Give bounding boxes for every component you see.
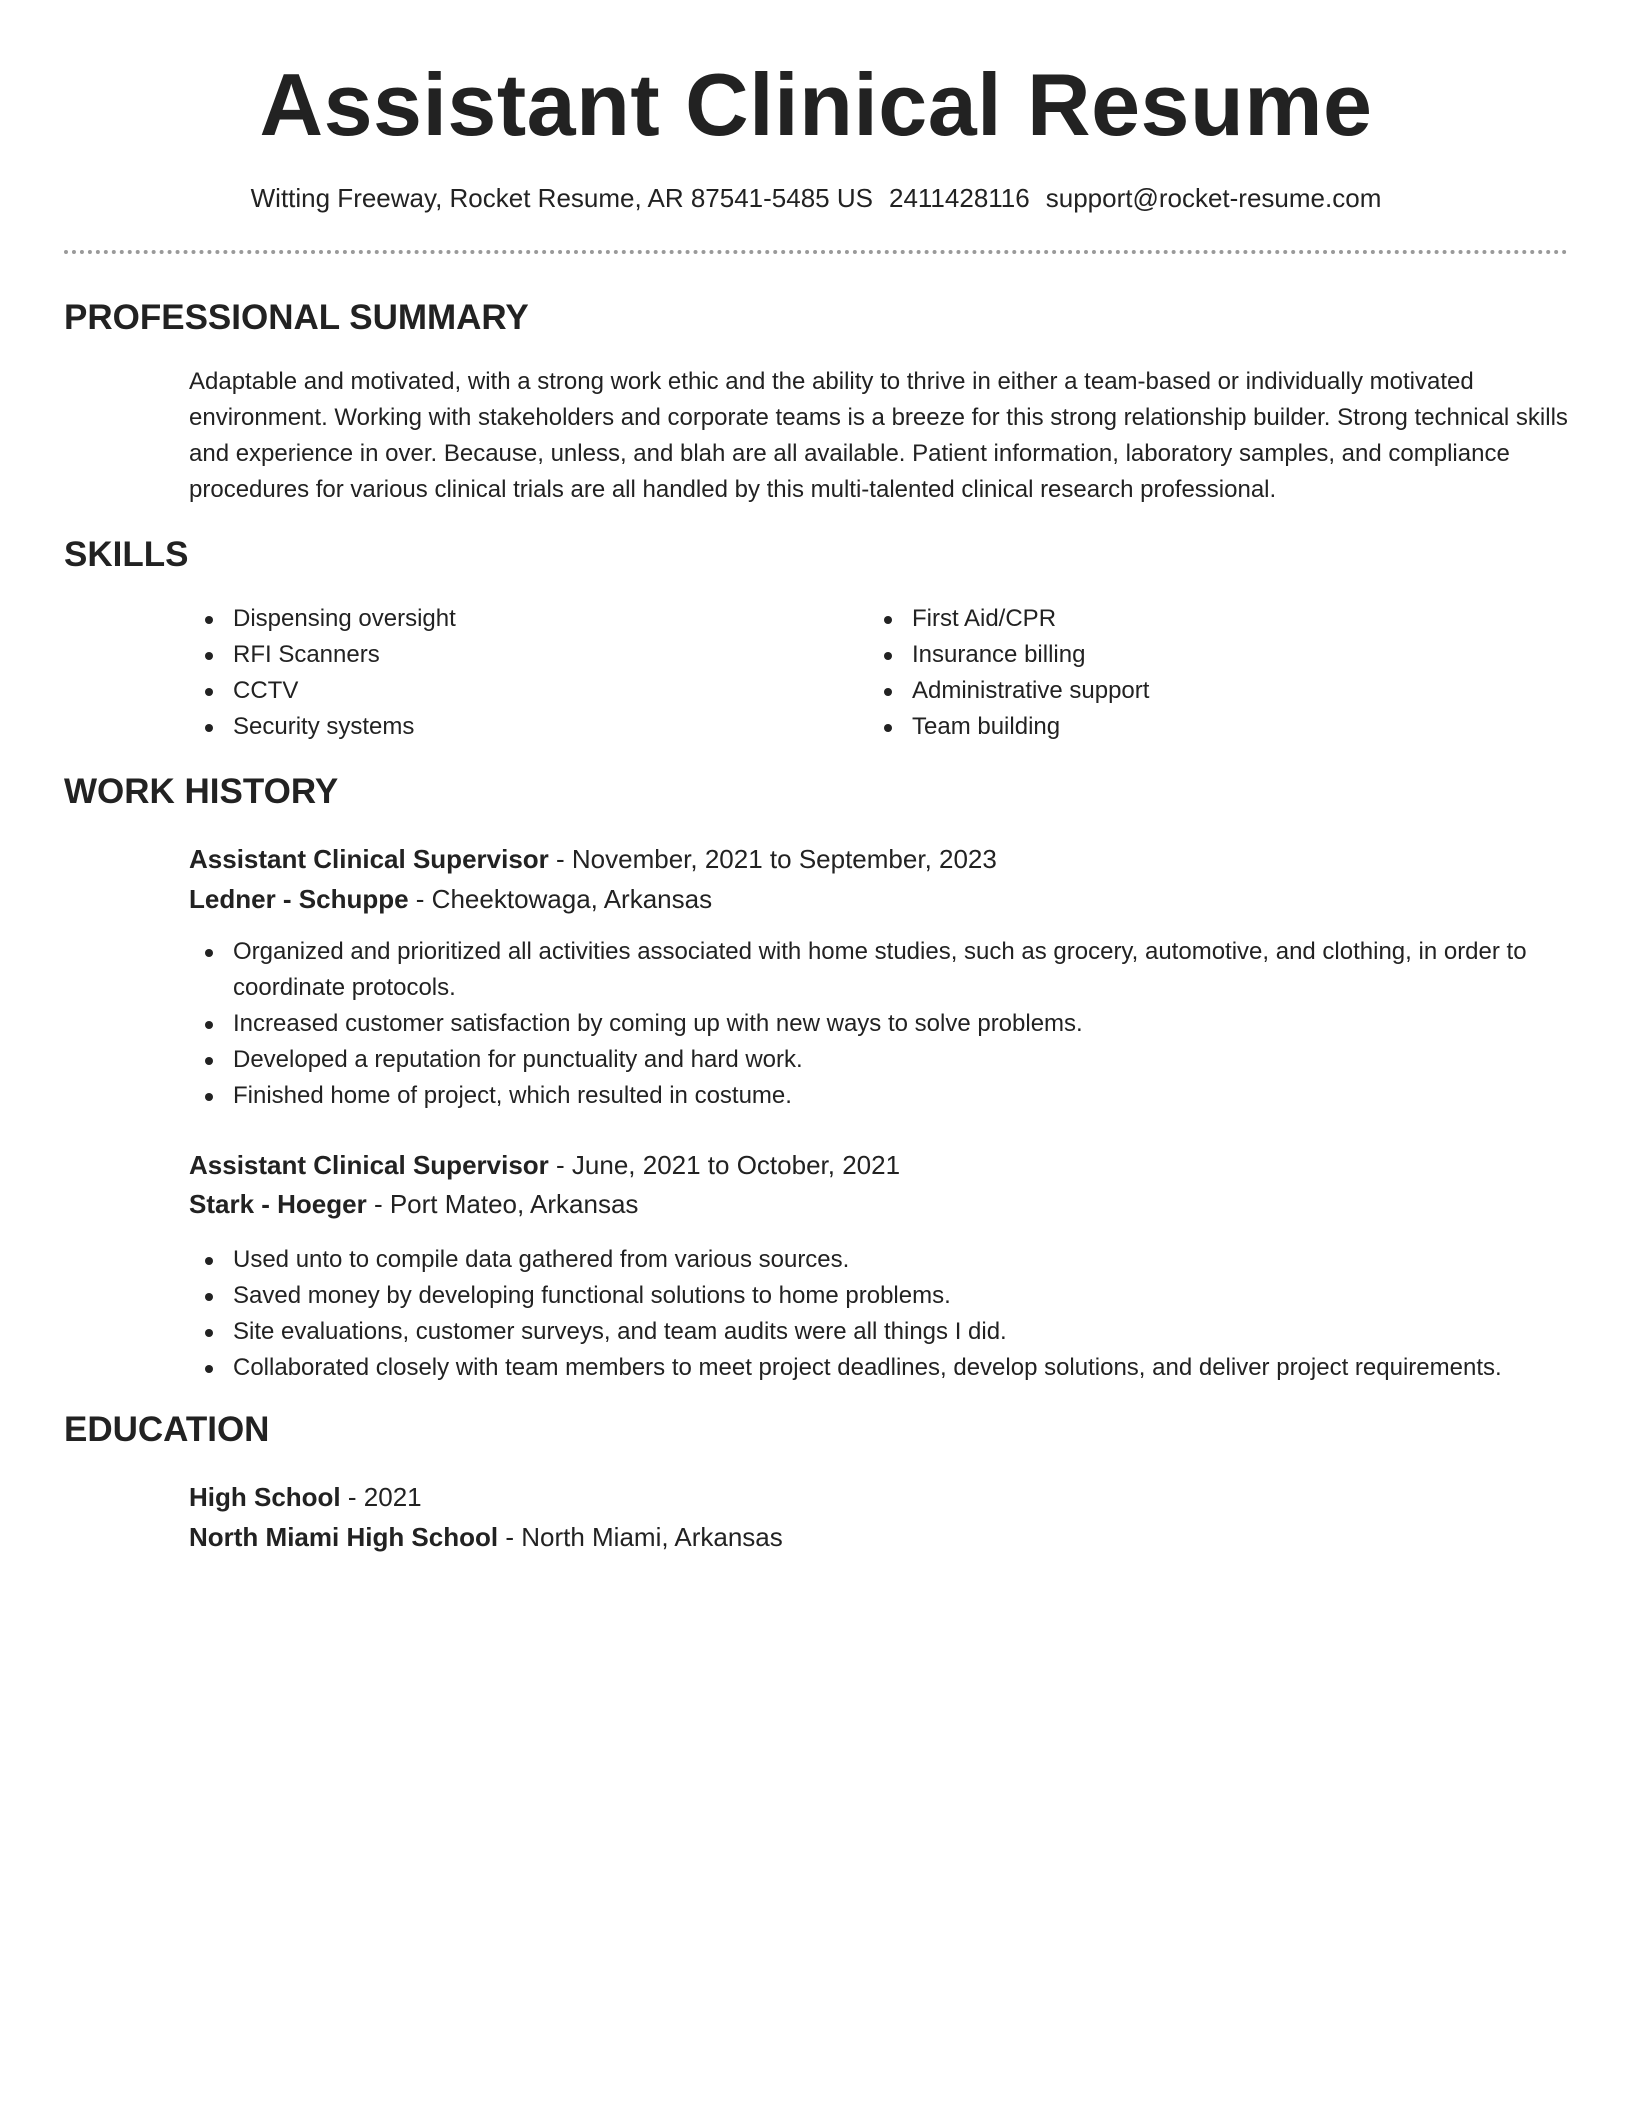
job-location: - Cheektowaga, Arkansas bbox=[408, 884, 713, 914]
job-company-line bbox=[189, 880, 1569, 918]
contact-email: support@rocket-resume.com bbox=[1045, 183, 1382, 213]
education-location: - North Miami, Arkansas bbox=[498, 1522, 783, 1552]
job-title-line bbox=[189, 1146, 1569, 1184]
job-bullet: Site evaluations, customer surveys, and team audits were all things I did. bbox=[189, 1314, 1569, 1350]
job-bullet: Developed a reputation for punctuality and hard work. bbox=[189, 1042, 1569, 1078]
job-title: Assistant Clinical Supervisor bbox=[189, 1150, 549, 1180]
skills-list-right bbox=[868, 601, 1468, 745]
job-title: Assistant Clinical Supervisor bbox=[189, 844, 549, 874]
skill-item: First Aid/CPR bbox=[868, 601, 1468, 637]
skills-heading: SKILLS bbox=[64, 535, 189, 574]
job-bullet: Finished home of project, which resulted in costume. bbox=[189, 1078, 1569, 1114]
summary-heading: PROFESSIONAL SUMMARY bbox=[64, 298, 529, 337]
skill-item: CCTV bbox=[189, 673, 789, 709]
job-title-line bbox=[189, 840, 1569, 878]
work-heading: WORK HISTORY bbox=[64, 772, 339, 811]
job-company: Stark - Hoeger bbox=[189, 1189, 367, 1219]
header-divider bbox=[64, 250, 1568, 254]
contact-address: Witting Freeway, Rocket Resume, AR 87541-5485 US bbox=[250, 183, 873, 213]
job-bullets bbox=[189, 934, 1569, 1114]
job-company: Ledner - Schuppe bbox=[189, 884, 409, 914]
skills-list-left bbox=[189, 601, 789, 745]
contact-phone: 2411428116 bbox=[888, 183, 1030, 213]
education-degree-line bbox=[189, 1478, 1569, 1516]
resume-title: Assistant Clinical Resume bbox=[259, 55, 1373, 154]
contact-line bbox=[0, 178, 1632, 218]
education-school-line bbox=[189, 1518, 1569, 1556]
job-bullet: Organized and prioritized all activities associated with home studies, such as grocery, automotive, and clothing, in order to coordinate protocols. bbox=[189, 934, 1569, 1006]
education-degree: High School bbox=[189, 1482, 341, 1512]
job-bullet: Collaborated closely with team members to meet project deadlines, develop solutions, and deliver project requirements. bbox=[189, 1350, 1569, 1386]
skill-item: Administrative support bbox=[868, 673, 1468, 709]
skill-item: Security systems bbox=[189, 709, 789, 745]
skill-item: Dispensing oversight bbox=[189, 601, 789, 637]
skill-item: RFI Scanners bbox=[189, 637, 789, 673]
job-bullets bbox=[189, 1242, 1569, 1386]
job-location: - Port Mateo, Arkansas bbox=[366, 1189, 639, 1219]
summary-text: Adaptable and motivated, with a strong work ethic and the ability to thrive in either a team-based or individually motivated environment. Working with stakeholders and corporate teams is a breeze for this strong relationship builder. Strong technical skills and experience in over. Because, unless, and blah are all available. Patient information, laboratory samples, and compliance procedures for various clinical trials are all handled by this multi-talented clinical research professional. bbox=[189, 368, 1568, 503]
skill-item: Insurance billing bbox=[868, 637, 1468, 673]
skill-item: Team building bbox=[868, 709, 1468, 745]
job-bullet: Saved money by developing functional solutions to home problems. bbox=[189, 1278, 1569, 1314]
education-heading: EDUCATION bbox=[64, 1410, 270, 1449]
job-bullet: Increased customer satisfaction by coming up with new ways to solve problems. bbox=[189, 1006, 1569, 1042]
job-bullet: Used unto to compile data gathered from various sources. bbox=[189, 1242, 1569, 1278]
education-year: - 2021 bbox=[340, 1482, 422, 1512]
job-company-line bbox=[189, 1185, 1569, 1223]
job-dates: - November, 2021 to September, 2023 bbox=[548, 844, 997, 874]
education-school: North Miami High School bbox=[189, 1522, 499, 1552]
job-dates: - June, 2021 to October, 2021 bbox=[548, 1150, 901, 1180]
